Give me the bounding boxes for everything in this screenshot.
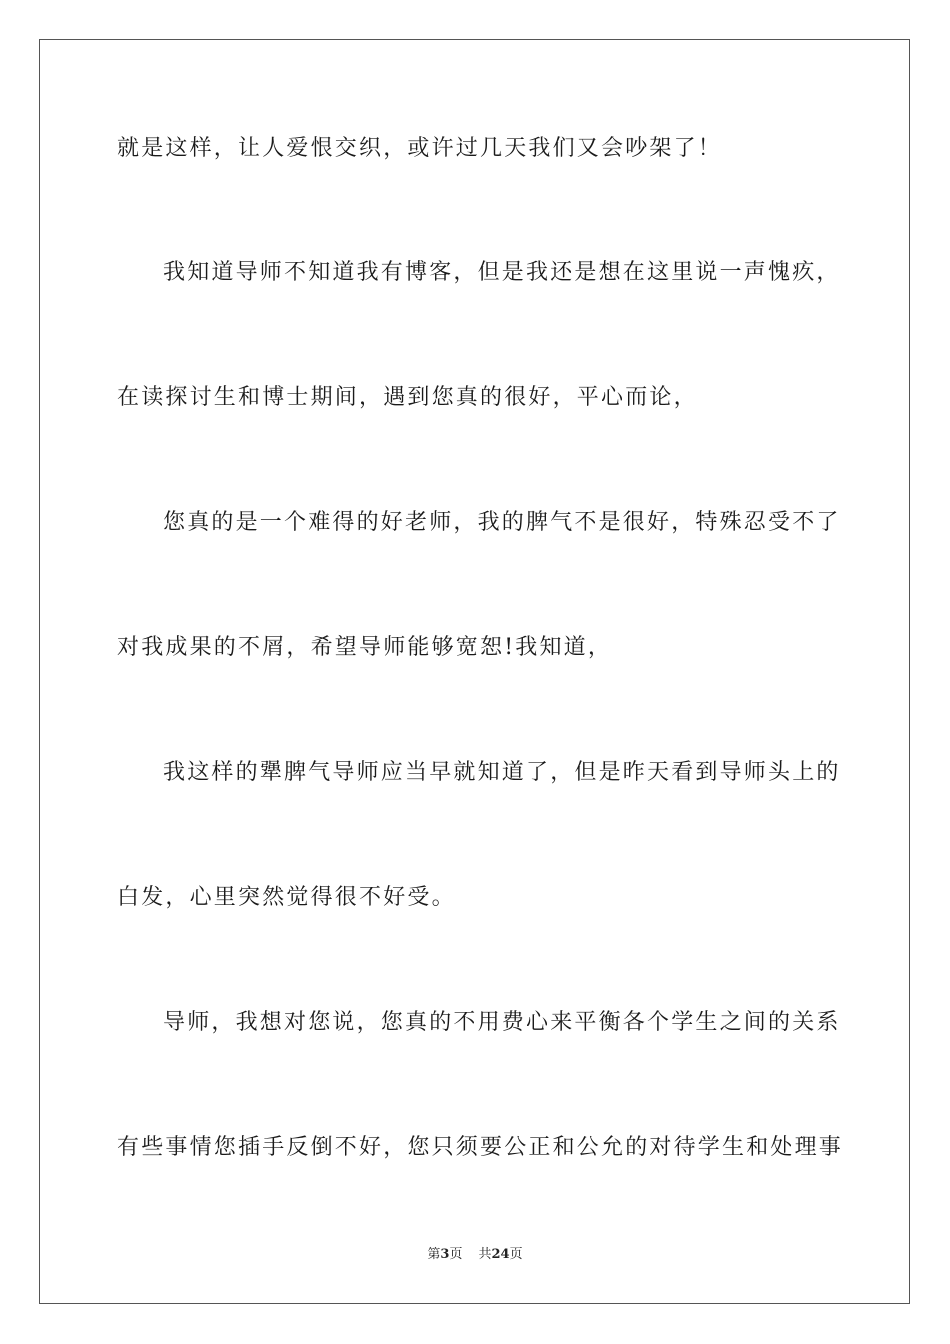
text-line-2: 我知道导师不知道我有博客，但是我还是想在这里说一声愧疚，	[163, 260, 841, 285]
text-line-6: 我这样的犟脾气导师应当早就知道了，但是昨天看到导师头上的	[163, 760, 841, 785]
text-line-1: 就是这样，让人爱恨交织，或许过几天我们又会吵架了！	[117, 136, 723, 161]
page-footer	[0, 1246, 950, 1264]
total-prefix: 共	[478, 1247, 492, 1262]
text-line-3: 在读探讨生和博士期间，遇到您真的很好，平心而论，	[117, 385, 698, 410]
page-total: 24	[491, 1247, 510, 1262]
text-line-4: 您真的是一个难得的好老师，我的脾气不是很好，特殊忍受不了	[163, 510, 841, 535]
text-line-9: 有些事情您插手反倒不好，您只须要公正和公允的对待学生和处理事	[117, 1135, 844, 1160]
text-line-7: 白发，心里突然觉得很不好受。	[117, 885, 456, 910]
total-suffix: 页	[509, 1247, 523, 1262]
page-prefix: 第	[427, 1247, 441, 1262]
page-current: 3	[440, 1247, 450, 1262]
page-suffix: 页	[449, 1247, 463, 1262]
text-line-8: 导师，我想对您说，您真的不用费心来平衡各个学生之间的关系	[163, 1010, 841, 1035]
text-line-5: 对我成果的不屑，希望导师能够宽恕!我知道，	[117, 635, 613, 660]
page-border	[39, 39, 910, 1304]
